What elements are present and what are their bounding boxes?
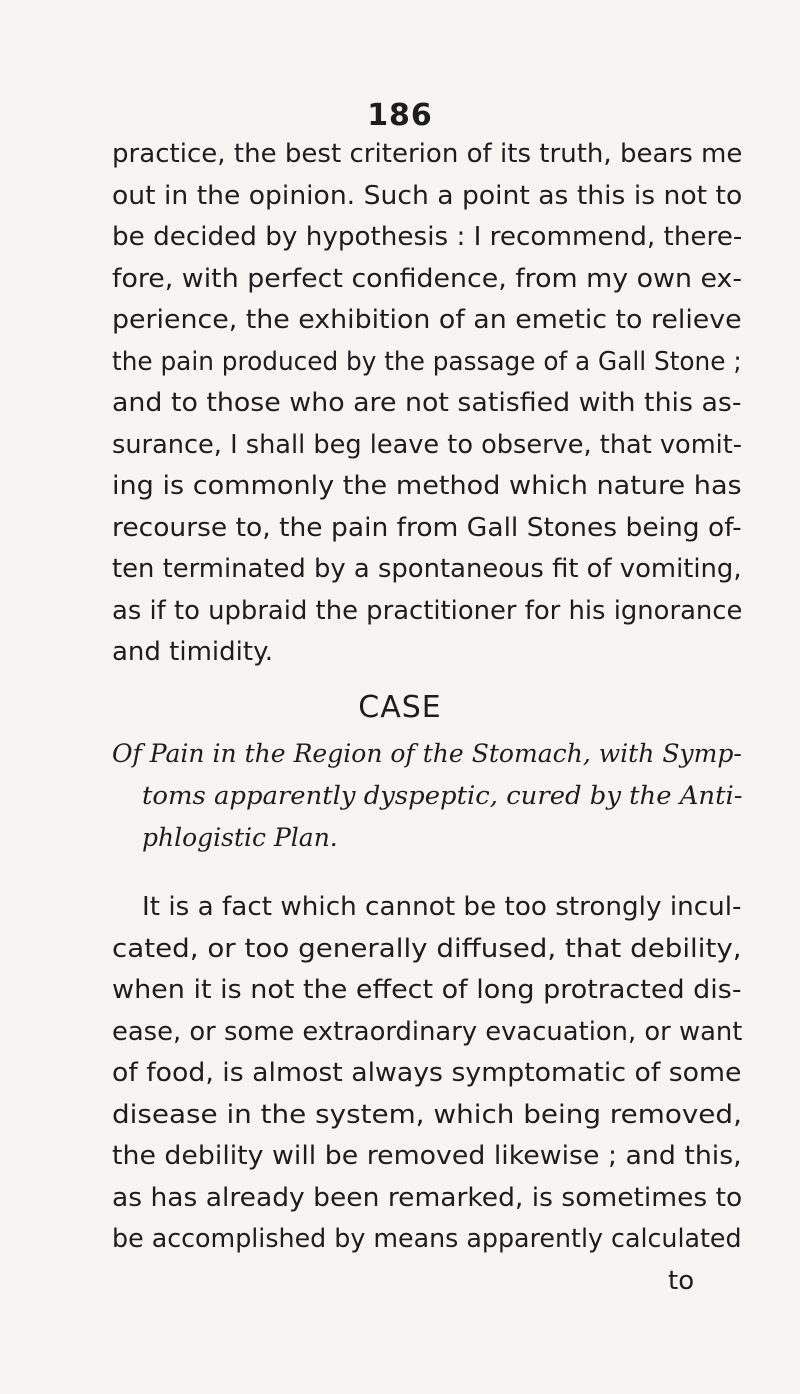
text-line: ing is commonly the method which nature has [112, 471, 742, 501]
text-line: surance, I shall beg leave to observe, that vomit- [112, 430, 743, 460]
page-number: 186 [367, 98, 433, 133]
text-line: ease, or some extraordinary evacuation, or want [112, 1017, 743, 1047]
text-line: It is a fact which cannot be too strongly incul- [142, 892, 742, 922]
text-line: the debility will be removed likewise ; and this, [112, 1141, 742, 1171]
text-line: recourse to, the pain from Gall Stones being of- [112, 513, 742, 543]
text-line: practice, the best criterion of its truth, bears me [112, 139, 743, 169]
text-line: as if to upbraid the practitioner for his ignorance [112, 596, 743, 626]
text-line: perience, the exhibition of an emetic to relieve [112, 305, 742, 335]
text-line: the pain produced by the passage of a Gall Stone ; [112, 347, 742, 377]
text-line: when it is not the effect of long protracted dis- [112, 975, 742, 1005]
subtitle-line: phlogistic Plan. [142, 823, 338, 852]
text-line: cated, or too generally diffused, that debility, [112, 934, 742, 964]
catchword: to [668, 1266, 695, 1296]
text-line: be decided by hypothesis : I recommend, there- [112, 222, 743, 252]
subtitle-line: Of Pain in the Region of the Stomach, with Symp- [112, 739, 742, 768]
text-line: as has already been remarked, is sometimes to [112, 1183, 743, 1213]
text-line: be accomplished by means apparently calculated [112, 1224, 742, 1254]
case-heading: CASE [358, 690, 442, 725]
text-line: and to those who are not satisfied with this as- [112, 388, 742, 418]
text-line: of food, is almost always symptomatic of some [112, 1058, 742, 1088]
subtitle-line: toms apparently dyspeptic, cured by the Anti- [142, 781, 743, 810]
text-line: and timidity. [112, 637, 274, 667]
text-line: disease in the system, which being removed, [112, 1100, 742, 1130]
text-line: fore, with perfect confidence, from my own ex- [112, 264, 743, 294]
text-line: out in the opinion. Such a point as this is not to [112, 181, 743, 211]
text-line: ten terminated by a spontaneous fit of vomiting, [112, 554, 742, 584]
